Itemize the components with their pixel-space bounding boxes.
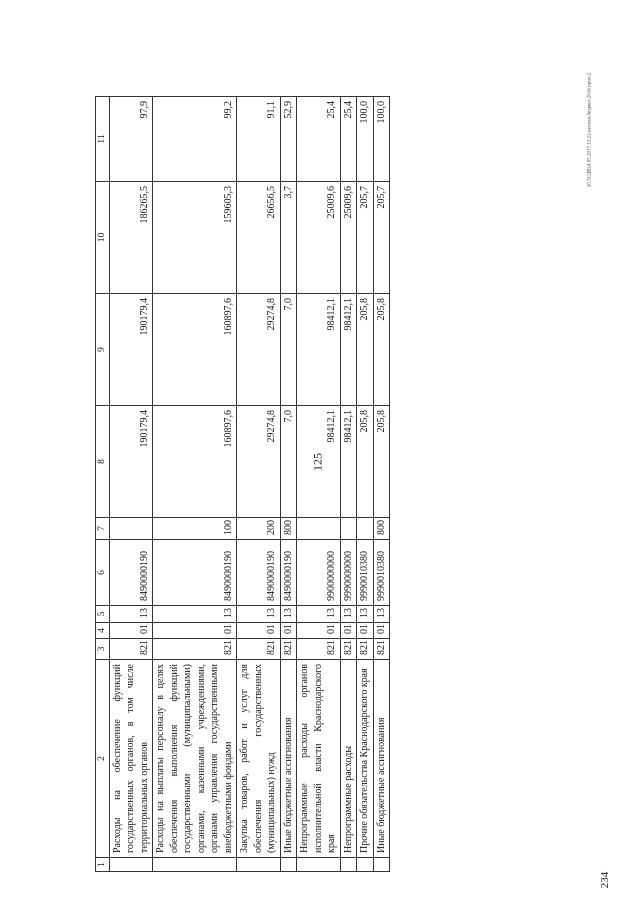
row-number bbox=[280, 858, 297, 872]
header-row bbox=[96, 97, 110, 872]
row-number bbox=[109, 858, 153, 872]
expense-name: Расходы на выплаты персоналу в целях обеспечения выполнения функций государственными (муниципальными) органами, казенными учреждениями, органами управления государственными внебюджетными фондами bbox=[153, 660, 237, 858]
budget-table bbox=[95, 96, 390, 872]
table-row bbox=[357, 97, 374, 872]
executed-amount: 205,7 bbox=[373, 182, 390, 294]
approved-amount: 98412,1 bbox=[340, 406, 357, 518]
target-article-code: 9990010380 bbox=[357, 540, 374, 606]
column-header: 4 bbox=[96, 623, 110, 639]
column-header: 10 bbox=[96, 182, 110, 294]
expense-type-code: 100 bbox=[153, 518, 237, 540]
adjusted-amount: 190179,4 bbox=[109, 294, 153, 406]
table-row bbox=[340, 97, 357, 872]
row-number bbox=[357, 858, 374, 872]
adjusted-amount: 205,8 bbox=[373, 294, 390, 406]
section-code: 01 bbox=[109, 623, 153, 639]
row-number bbox=[237, 858, 281, 872]
section-code: 01 bbox=[357, 623, 374, 639]
table-row bbox=[373, 97, 390, 872]
execution-percent: 100,0 bbox=[357, 97, 374, 182]
expense-name: Расходы на обеспечение функций государственных органов, в том числе территориальных органов bbox=[109, 660, 153, 858]
execution-percent: 91,1 bbox=[237, 97, 281, 182]
expense-type-code: 800 bbox=[280, 518, 297, 540]
row-number bbox=[373, 858, 390, 872]
execution-percent: 25,4 bbox=[340, 97, 357, 182]
expense-type-code bbox=[109, 518, 153, 540]
column-header: 9 bbox=[96, 294, 110, 406]
executed-amount: 186265,5 bbox=[109, 182, 153, 294]
execution-percent: 99,2 bbox=[153, 97, 237, 182]
executed-amount: 159605,3 bbox=[153, 182, 237, 294]
file-stamp: 20.ЗСДВ24.05.2017.13:22:нсполн.бюджет.2016.прил.2 bbox=[587, 72, 593, 188]
department-code: 821 bbox=[237, 639, 281, 660]
execution-percent: 100,0 bbox=[373, 97, 390, 182]
row-number bbox=[340, 858, 357, 872]
subsection-code: 13 bbox=[153, 606, 237, 623]
approved-amount: 29274,8 bbox=[237, 406, 281, 518]
expense-name: Прочие обязательства Краснодарского края bbox=[357, 660, 374, 858]
column-header: 11 bbox=[96, 97, 110, 182]
adjusted-amount: 160897,6 bbox=[153, 294, 237, 406]
section-code: 01 bbox=[280, 623, 297, 639]
approved-amount: 98412,1 bbox=[297, 406, 341, 518]
table-row bbox=[237, 97, 281, 872]
approved-amount: 160897,6 bbox=[153, 406, 237, 518]
column-header: 1 bbox=[96, 858, 110, 872]
expense-type-code bbox=[357, 518, 374, 540]
page-number: 125 bbox=[310, 453, 325, 471]
target-article-code: 9990010380 bbox=[373, 540, 390, 606]
approved-amount: 205,8 bbox=[357, 406, 374, 518]
adjusted-amount: 7,0 bbox=[280, 294, 297, 406]
subsection-code: 13 bbox=[280, 606, 297, 623]
target-article-code: 9900000000 bbox=[297, 540, 341, 606]
column-header: 8 bbox=[96, 406, 110, 518]
adjusted-amount: 205,8 bbox=[357, 294, 374, 406]
executed-amount: 3,7 bbox=[280, 182, 297, 294]
approved-amount: 190179,4 bbox=[109, 406, 153, 518]
executed-amount: 205,7 bbox=[357, 182, 374, 294]
section-code: 01 bbox=[153, 623, 237, 639]
target-article-code: 8490000190 bbox=[153, 540, 237, 606]
expense-name: Закупка товаров, работ и услуг для обеспечения государственных (муниципальных) нужд bbox=[237, 660, 281, 858]
department-code: 821 bbox=[109, 639, 153, 660]
target-article-code: 9990000000 bbox=[340, 540, 357, 606]
adjusted-amount: 98412,1 bbox=[297, 294, 341, 406]
adjusted-amount: 98412,1 bbox=[340, 294, 357, 406]
table-row bbox=[280, 97, 297, 872]
executed-amount: 26656,5 bbox=[237, 182, 281, 294]
table-row bbox=[297, 97, 341, 872]
section-code: 01 bbox=[373, 623, 390, 639]
approved-amount: 7,0 bbox=[280, 406, 297, 518]
department-code: 821 bbox=[280, 639, 297, 660]
subsection-code: 13 bbox=[297, 606, 341, 623]
executed-amount: 25009,6 bbox=[340, 182, 357, 294]
adjusted-amount: 29274,8 bbox=[237, 294, 281, 406]
column-header: 2 bbox=[96, 660, 110, 858]
subsection-code: 13 bbox=[373, 606, 390, 623]
department-code: 821 bbox=[297, 639, 341, 660]
department-code: 821 bbox=[373, 639, 390, 660]
table-row bbox=[153, 97, 237, 872]
department-code: 821 bbox=[357, 639, 374, 660]
row-number bbox=[297, 858, 341, 872]
subsection-code: 13 bbox=[237, 606, 281, 623]
expense-name: Непрограммные расходы органов исполнительной власти Краснодарского края bbox=[297, 660, 341, 858]
section-code: 01 bbox=[340, 623, 357, 639]
section-code: 01 bbox=[237, 623, 281, 639]
column-header: 6 bbox=[96, 540, 110, 606]
column-header: 7 bbox=[96, 518, 110, 540]
approved-amount: 205,8 bbox=[373, 406, 390, 518]
expense-name: Иные бюджетные ассигнования bbox=[280, 660, 297, 858]
subsection-code: 13 bbox=[109, 606, 153, 623]
row-number bbox=[153, 858, 237, 872]
target-article-code: 8490000190 bbox=[109, 540, 153, 606]
expense-type-code bbox=[297, 518, 341, 540]
expense-type-code: 800 bbox=[373, 518, 390, 540]
subsection-code: 13 bbox=[340, 606, 357, 623]
department-code: 821 bbox=[153, 639, 237, 660]
execution-percent: 25,4 bbox=[297, 97, 341, 182]
expense-name: Иные бюджетные ассигнования bbox=[373, 660, 390, 858]
table-row bbox=[109, 97, 153, 872]
target-article-code: 8490000190 bbox=[280, 540, 297, 606]
expense-name: Непрограммные расходы bbox=[340, 660, 357, 858]
section-code: 01 bbox=[297, 623, 341, 639]
target-article-code: 8490000190 bbox=[237, 540, 281, 606]
execution-percent: 97,9 bbox=[109, 97, 153, 182]
expense-type-code: 200 bbox=[237, 518, 281, 540]
expense-type-code bbox=[340, 518, 357, 540]
column-header: 5 bbox=[96, 606, 110, 623]
department-code: 821 bbox=[340, 639, 357, 660]
footer-page-number: 234 bbox=[599, 871, 611, 889]
executed-amount: 25009,6 bbox=[297, 182, 341, 294]
column-header: 3 bbox=[96, 639, 110, 660]
subsection-code: 13 bbox=[357, 606, 374, 623]
execution-percent: 52,9 bbox=[280, 97, 297, 182]
